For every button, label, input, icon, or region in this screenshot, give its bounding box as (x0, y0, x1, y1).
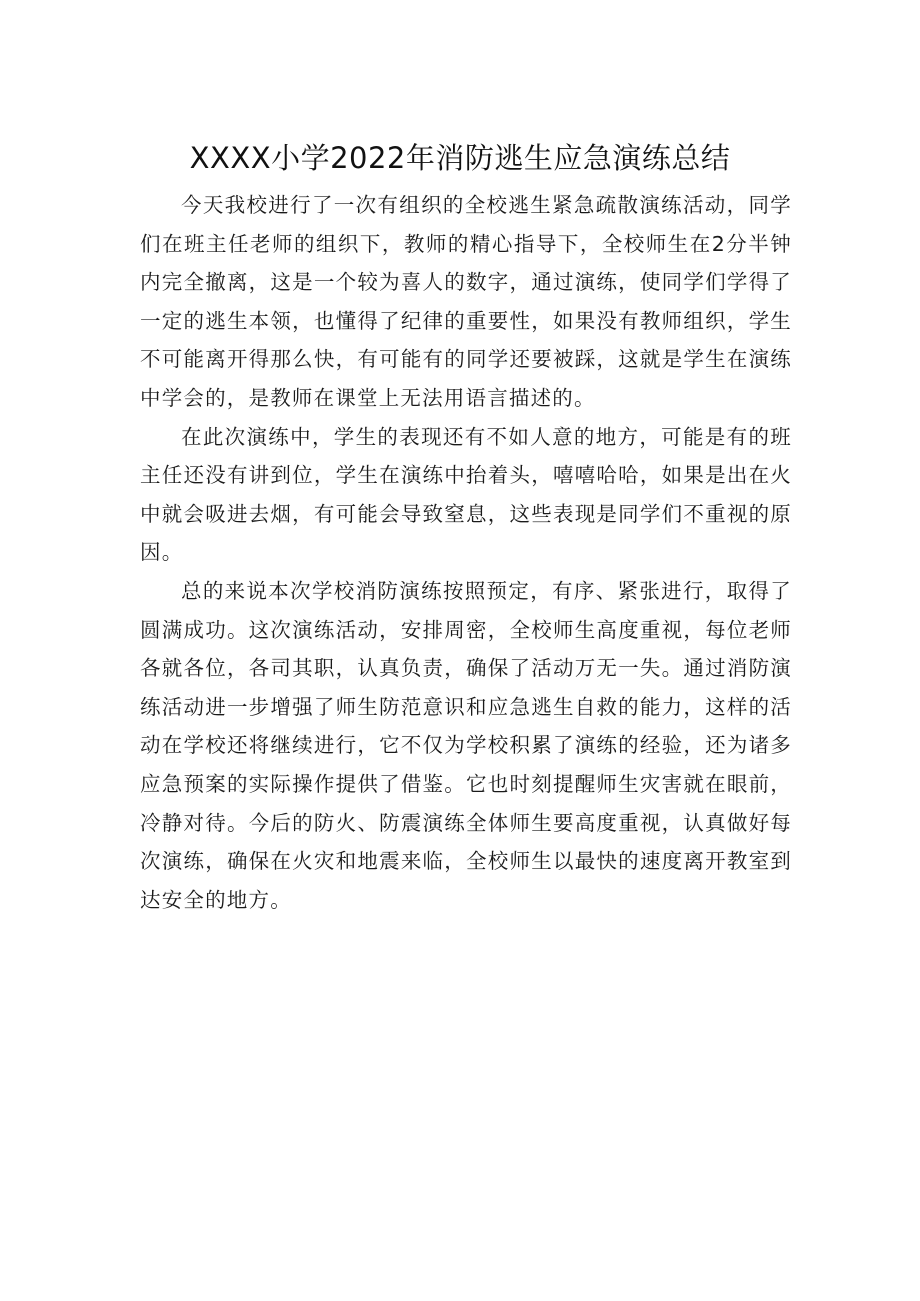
document-title: XXXX小学2022年消防逃生应急演练总结 (189, 141, 731, 175)
paragraph-shortcomings: 在此次演练中，学生的表现还有不如人意的地方，可能是有的班主任还没有讲到位，学生在演练中抬着头，嘻嘻哈哈，如果是出在火中就会吸进去烟，有可能会导致窒息，这些表现是同学们不重视的原因。 (140, 424, 792, 565)
document-body (140, 186, 792, 919)
paragraph-conclusion: 总的来说本次学校消防演练按照预定，有序、紧张进行，取得了圆满成功。这次演练活动，安排周密，全校师生高度重视，每位老师各就各位，各司其职，认真负责，确保了活动万无一失。通过消防演练活动进一步增强了师生防范意识和应急逃生自救的能力，这样的活动在学校还将继续进行，它不仅为学校积累了演练的经验，还为诸多应急预案的实际操作提供了借鉴。它也时刻提醒师生灾害就在眼前，冷静对待。今后的防火、防震演练全体师生要高度重视，认真做好每次演练，确保在火灾和地震来临，全校师生以最快的速度离开教室到达安全的地方。 (140, 578, 792, 912)
paragraph-drill-summary: 今天我校进行了一次有组织的全校逃生紧急疏散演练活动，同学们在班主任老师的组织下，教师的精心指导下，全校师生在2分半钟内完全撤离，这是一个较为喜人的数字，通过演练，使同学们学得了一定的逃生本领，也懂得了纪律的重要性，如果没有教师组织，学生不可能离开得那么快，有可能有的同学还要被踩，这就是学生在演练中学会的，是教师在课堂上无法用语言描述的。 (140, 193, 792, 410)
